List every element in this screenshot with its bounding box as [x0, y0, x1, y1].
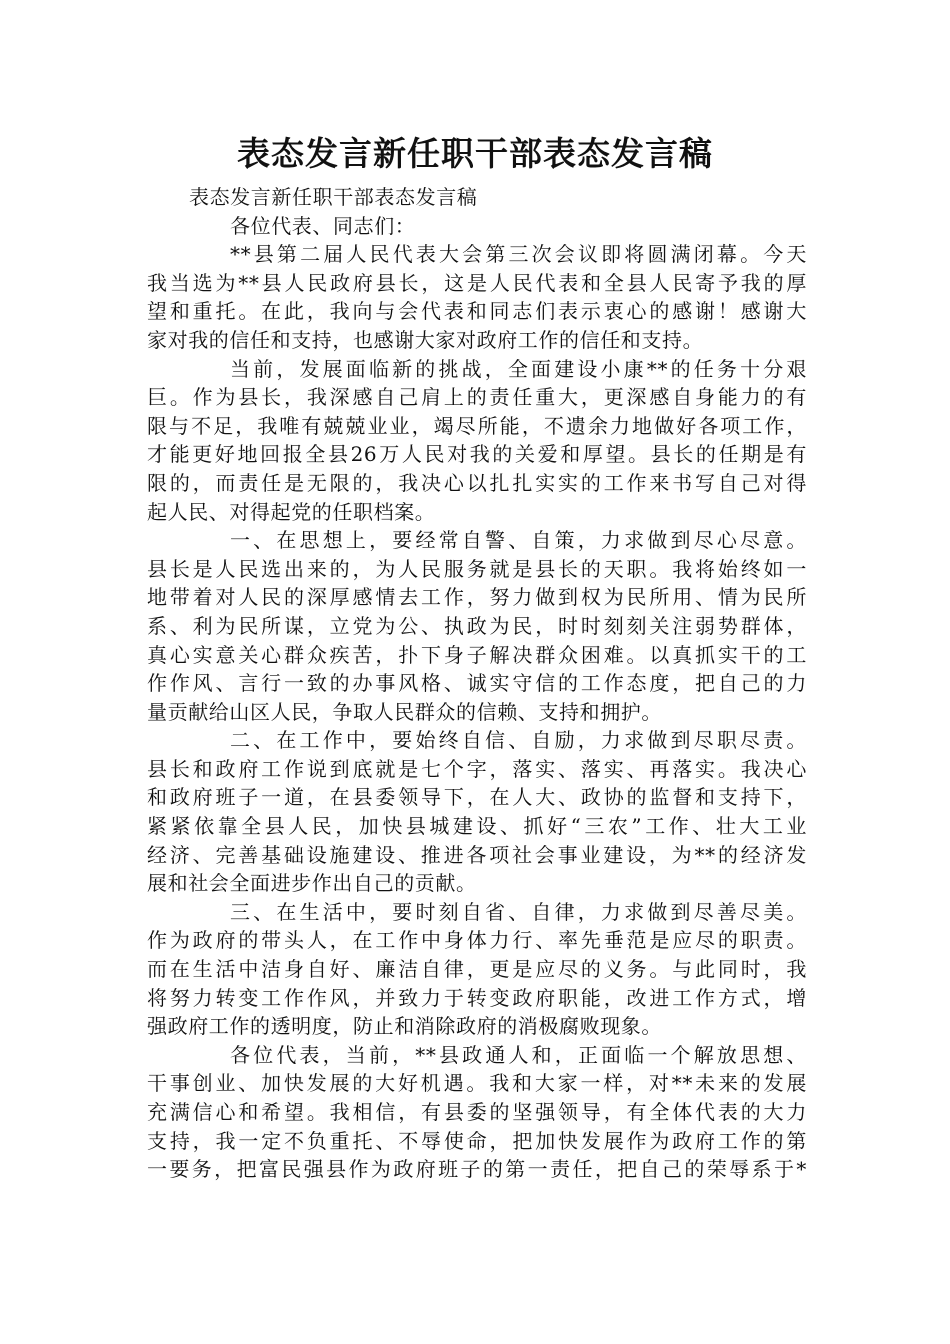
body-line: 表态发言新任职干部表态发言稿	[189, 185, 478, 209]
body-line: 地带着对人民的深厚感情去工作，努力做到权为民所用、情为民所	[147, 585, 807, 610]
body-line: 将努力转变工作作风，并致力于转变政府职能，改进工作方式，增	[147, 985, 807, 1010]
body-line: 作为政府的带头人，在工作中身体力行、率先垂范是应尽的职责。	[147, 928, 807, 953]
body-line: 充满信心和希望。我相信，有县委的坚强领导，有全体代表的大力	[147, 1100, 807, 1124]
body-line: 一、在思想上，要经常自警、自策，力求做到尽心尽意。	[230, 528, 807, 553]
document-body	[147, 183, 807, 1184]
body-line: 一要务，把富民强县作为政府班子的第一责任，把自己的荣辱系于*	[147, 1157, 807, 1182]
body-line: 起人民、对得起党的任职档案。	[147, 499, 436, 524]
body-line: 各位代表、同志们：	[230, 213, 416, 238]
body-line: 二、在工作中，要始终自信、自励，力求做到尽职尽责。	[230, 728, 807, 753]
body-line: 县长是人民选出来的，为人民服务就是县长的天职。我将始终如一	[147, 556, 807, 581]
body-line: 当前，发展面临新的挑战，全面建设小康**的任务十分艰	[230, 356, 807, 381]
body-line: 强政府工作的透明度，防止和消除政府的消极腐败现象。	[147, 1014, 662, 1039]
body-line: 作作风、言行一致的办事风格、诚实守信的工作态度，把自己的力	[147, 671, 807, 696]
body-line: 我当选为**县人民政府县长，这是人民代表和全县人民寄予我的厚	[147, 270, 807, 295]
body-line: 展和社会全面进步作出自己的贡献。	[147, 871, 477, 896]
body-line: 量贡献给山区人民，争取人民群众的信赖、支持和拥护。	[147, 699, 662, 724]
body-line: 巨。作为县长，我深感自己肩上的责任重大，更深感自身能力的有	[147, 385, 807, 410]
body-line: 家对我的信任和支持，也感谢大家对政府工作的信任和支持。	[147, 327, 704, 352]
body-line: 才能更好地回报全县26万人民对我的关爱和厚望。县长的任期是有	[147, 442, 807, 467]
body-line: **县第二届人民代表大会第三次会议即将圆满闭幕。今天	[230, 242, 807, 267]
body-line: 望和重托。在此，我向与会代表和同志们表示衷心的感谢！感谢大	[147, 299, 807, 324]
body-line: 和政府班子一道，在县委领导下，在人大、政协的监督和支持下，	[147, 785, 807, 810]
body-line: 经济、完善基础设施建设、推进各项社会事业建设，为**的经济发	[147, 842, 807, 867]
body-line: 真心实意关心群众疾苦，扑下身子解决群众困难。以真抓实干的工	[147, 642, 807, 667]
body-line: 限的，而责任是无限的，我决心以扎扎实实的工作来书写自己对得	[147, 470, 807, 495]
body-line: 三、在生活中，要时刻自省、自律，力求做到尽善尽美。	[230, 899, 807, 924]
body-line: 支持，我一定不负重托、不辱使命，把加快发展作为政府工作的第	[147, 1128, 807, 1153]
body-line: 县长和政府工作说到底就是七个字，落实、落实、再落实。我决心	[147, 756, 807, 781]
body-line: 紧紧依靠全县人民，加快县城建设、抓好“三农”工作、壮大工业	[147, 814, 807, 839]
body-line: 系、利为民所谋，立党为公、执政为民，时时刻刻关注弱势群体，	[147, 613, 807, 638]
body-line: 而在生活中洁身自好、廉洁自律，更是应尽的义务。与此同时，我	[147, 957, 807, 982]
body-line: 干事创业、加快发展的大好机遇。我和大家一样，对**未来的发展	[147, 1071, 807, 1096]
document-title: 表态发言新任职干部表态发言稿	[237, 134, 713, 173]
body-line: 各位代表，当前，**县政通人和，正面临一个解放思想、	[230, 1042, 807, 1067]
body-line: 限与不足，我唯有兢兢业业，竭尽所能，不遗余力地做好各项工作，	[147, 413, 807, 438]
